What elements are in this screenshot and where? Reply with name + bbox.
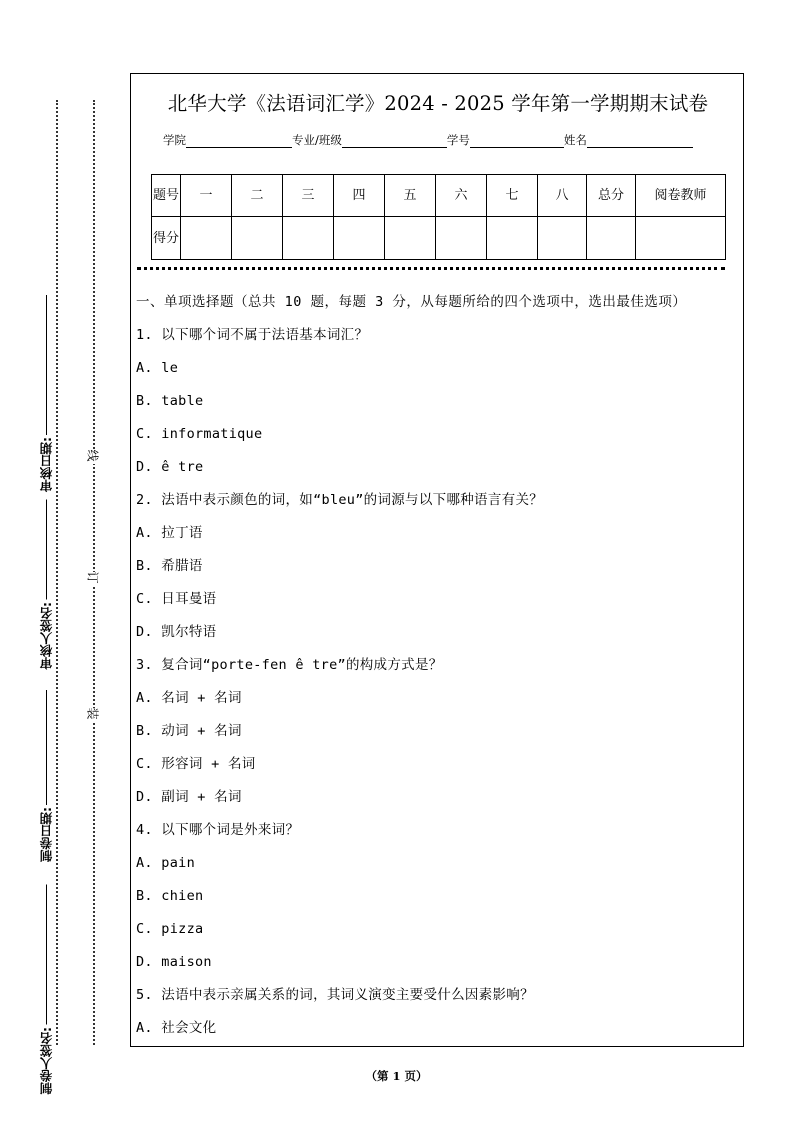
major-input[interactable]: [342, 133, 447, 148]
question-number-header: 题号: [152, 175, 181, 217]
score-cell[interactable]: [385, 217, 436, 260]
question-stem: 1. 以下哪个词不属于法语基本词汇？: [136, 327, 369, 343]
question-option: C. informatique: [136, 426, 263, 442]
col-1: 一: [181, 175, 232, 217]
question-option: D. 凯尔特语: [136, 624, 217, 640]
col-5: 五: [385, 175, 436, 217]
page-number: （第 1 页）: [365, 1069, 428, 1083]
score-cell[interactable]: [283, 217, 334, 260]
question-option: B. 希腊语: [136, 558, 203, 574]
college-input[interactable]: [186, 133, 292, 148]
question-option: A. pain: [136, 855, 195, 871]
binding-char-staple: 订: [84, 572, 102, 586]
name-input[interactable]: [587, 133, 693, 148]
paper-maker-signature-label: 制卷人签名:: [39, 1027, 54, 1095]
question-option: C. pizza: [136, 921, 204, 937]
section-title: 一、单项选择题（总共 10 题，每题 3 分，从每题所给的四个选项中，选出最佳选项）: [136, 294, 687, 310]
score-table-score-row: [152, 217, 726, 260]
score-cell[interactable]: [232, 217, 283, 260]
question-option: B. chien: [136, 888, 204, 904]
score-cell[interactable]: [538, 217, 587, 260]
question-option: D. 副词 + 名词: [136, 789, 242, 805]
col-grader: 阅卷教师: [636, 175, 726, 217]
score-total-cell[interactable]: [587, 217, 636, 260]
col-2: 二: [232, 175, 283, 217]
dotted-separator: [137, 267, 725, 270]
exam-title: 北华大学《法语词汇学》2024 - 2025 学年第一学期期末试卷: [167, 92, 709, 115]
question-option: B. table: [136, 393, 204, 409]
col-total: 总分: [587, 175, 636, 217]
binding-char-line: 线: [84, 450, 102, 464]
paper-date-blank[interactable]: [47, 690, 48, 805]
student-info-row: [163, 132, 693, 148]
question-stem: 5. 法语中表示亲属关系的词，其词义演变主要受什么因素影响？: [136, 987, 534, 1003]
question-option: C. 日耳曼语: [136, 591, 217, 607]
name-label: 姓名: [563, 133, 587, 147]
exam-frame: [130, 73, 744, 1047]
question-stem: 4. 以下哪个词是外来词？: [136, 822, 300, 838]
reviewer-signature-field: [37, 500, 57, 670]
question-option: B. 动词 + 名词: [136, 723, 242, 739]
major-label: 专业/班级: [292, 133, 342, 147]
score-table: [151, 174, 726, 260]
score-cell[interactable]: [334, 217, 385, 260]
paper-date-field: [37, 690, 57, 862]
question-option: D. maison: [136, 954, 212, 970]
question-option: A. le: [136, 360, 179, 376]
score-cell[interactable]: [181, 217, 232, 260]
paper-maker-signature-blank[interactable]: [47, 885, 48, 1025]
question-option: A. 名词 + 名词: [136, 690, 242, 706]
col-3: 三: [283, 175, 334, 217]
col-7: 七: [487, 175, 538, 217]
col-4: 四: [334, 175, 385, 217]
review-date-label: 审核日期:: [39, 437, 54, 492]
review-date-field: [37, 295, 57, 492]
question-stem: 3. 复合词“porte-fen ê tre”的构成方式是？: [136, 657, 443, 673]
student-id-input[interactable]: [470, 133, 564, 148]
reviewer-signature-blank[interactable]: [47, 500, 48, 600]
score-header: 得分: [152, 217, 181, 260]
paper-date-label: 制卷日期:: [39, 807, 54, 862]
review-date-blank[interactable]: [47, 295, 48, 435]
questions-area: [136, 292, 744, 1051]
question-option: A. 社会文化: [136, 1020, 217, 1036]
question-option: D. ê tre: [136, 459, 204, 475]
col-8: 八: [538, 175, 587, 217]
score-cell[interactable]: [487, 217, 538, 260]
student-id-label: 学号: [446, 133, 470, 147]
question-option: A. 拉丁语: [136, 525, 203, 541]
reviewer-signature-label: 审核人签名:: [39, 602, 54, 670]
question-stem: 2. 法语中表示颜色的词，如“bleu”的词源与以下哪种语言有关？: [136, 492, 544, 508]
col-6: 六: [436, 175, 487, 217]
question-option: C. 形容词 + 名词: [136, 756, 256, 772]
score-table-header-row: [152, 175, 726, 217]
grader-cell[interactable]: [636, 217, 726, 260]
binding-char-bind: 装: [84, 708, 102, 722]
college-label: 学院: [163, 133, 186, 147]
score-cell[interactable]: [436, 217, 487, 260]
paper-maker-signature-field: [37, 885, 57, 1095]
